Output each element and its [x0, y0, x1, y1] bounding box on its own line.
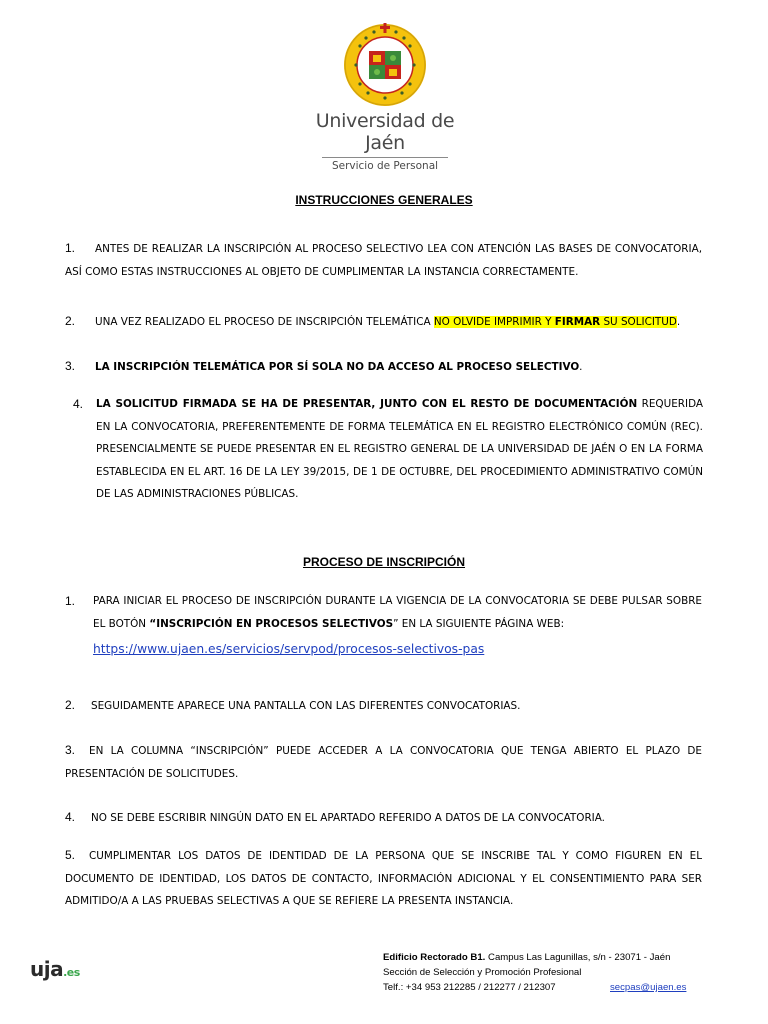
item-number: 1. — [65, 241, 76, 255]
item-number: 2. — [65, 698, 76, 712]
footer-email-link[interactable]: secpas@ujaen.es — [610, 982, 687, 993]
process-item-4 — [65, 806, 702, 830]
logo-suffix-text: .es — [63, 966, 80, 979]
item-number: 5. — [65, 848, 76, 862]
general-instructions-title: INSTRUCCIONES GENERALES — [295, 193, 473, 207]
item-bold-text: “INSCRIPCIÓN EN PROCESOS SELECTIVOS — [149, 617, 394, 630]
uja-es-logo — [30, 957, 80, 981]
footer-address-text: Campus Las Lagunillas, s/n - 23071 - Jaén — [485, 952, 671, 963]
item-text-end: ” EN LA SIGUIENTE PÁGINA WEB: — [393, 617, 565, 630]
header-divider — [322, 157, 448, 158]
general-item-2 — [65, 310, 702, 334]
highlight-bold: FIRMAR — [554, 316, 601, 328]
general-item-1 — [65, 237, 702, 283]
item-number: 4. — [73, 397, 84, 411]
highlight-text-1: NO OLVIDE IMPRIMIR Y — [433, 316, 555, 328]
procesos-selectivos-link[interactable]: https://www.ujaen.es/servicios/servpod/procesos-selectivos-pas — [93, 642, 485, 656]
item-number: 3. — [65, 743, 76, 757]
university-seal-icon — [342, 22, 428, 108]
item-text: EN LA COLUMNA “INSCRIPCIÓN” PUEDE ACCEDER A LA CONVOCATORIA QUE TENGA ABIERTO EL PLAZO DE PRESENTACIÓN DE SOLICITUDES. — [65, 745, 702, 780]
item-number: 1. — [65, 594, 76, 608]
university-logo — [300, 22, 470, 172]
item-bold-text: LA INSCRIPCIÓN TELEMÁTICA POR SÍ SOLA NO DA ACCESO AL PROCESO SELECTIVO — [95, 361, 580, 373]
footer-building: Edificio Rectorado B1. — [383, 952, 486, 963]
item-body — [96, 393, 703, 506]
item-text: CUMPLIMENTAR LOS DATOS DE IDENTIDAD DE LA PERSONA QUE SE INSCRIBE TAL Y COMO FIGUREN EN EL DOCUMENTO DE IDENTIDAD, LOS DATOS DE CONTACTO, INFORMACIÓN ADICIONAL Y EL CONSENTIMIENTO PARA SER ADMITIDO/A A LAS PRUEBAS SELECTIVAS A QUE SE REFIERE LA PRESENTA INSTANCIA. — [65, 850, 702, 907]
general-item-4 — [73, 393, 703, 506]
item-number: 3. — [65, 359, 76, 373]
process-title: PROCESO DE INSCRIPCIÓN — [302, 555, 466, 569]
university-name: Universidad de Jaén — [315, 110, 455, 154]
footer-section: Sección de Selección y Promoción Profesional — [383, 967, 582, 978]
process-item-3 — [65, 739, 702, 785]
highlight-text-2: SU SOLICITUD — [600, 316, 677, 328]
item-end: . — [676, 316, 681, 328]
process-item-2 — [65, 694, 702, 718]
footer-address — [383, 952, 670, 963]
item-bold-text: LA SOLICITUD FIRMADA SE HA DE PRESENTAR, JUNTO CON EL RESTO DE DOCUMENTACIÓN — [96, 398, 638, 410]
item-text: REQUERIDA EN LA CONVOCATORIA, PREFERENTEMENTE DE FORMA TELEMÁTICA EN EL REGISTRO ELECTRÓNICO COMÚN (REC). PRESENCIALMENTE SE PUEDE PRESENTAR EN EL REGISTRO GENERAL DE LA UNIVERSIDAD DE JAÉN O EN LA FORMA ESTABLECIDA EN EL ART. 16 DE LA LEY 39/2015, DE 1 DE OCTUBRE, DEL PROCEDIMIENTO ADMINISTRATIVO COMÚN DE LAS ADMINISTRACIONES PÚBLICAS. — [96, 398, 703, 500]
process-item-1 — [65, 590, 702, 635]
item-text: PARA INICIAR EL PROCESO DE INSCRIPCIÓN DURANTE LA VIGENCIA DE LA CONVOCATORIA SE DEBE PULSAR SOBRE EL BOTÓN — [93, 595, 702, 630]
item-text: UNA VEZ REALIZADO EL PROCESO DE INSCRIPCIÓN TELEMÁTICA — [95, 316, 434, 328]
item-text: NO SE DEBE ESCRIBIR NINGÚN DATO EN EL APARTADO REFERIDO A DATOS DE LA CONVOCATORIA. — [91, 812, 605, 824]
item-text: SEGUIDAMENTE APARECE UNA PANTALLA CON LAS DIFERENTES CONVOCATORIAS. — [91, 700, 521, 712]
footer-phone: Telf.: +34 953 212285 / 212277 / 212307 — [383, 982, 556, 993]
logo-main-text: uja — [30, 957, 64, 981]
item-number: 2. — [65, 314, 76, 328]
item-number: 4. — [65, 810, 76, 824]
item-end: . — [579, 361, 583, 373]
item-body — [93, 590, 702, 635]
highlighted-warning — [434, 316, 677, 328]
department-name: Servicio de Personal — [331, 160, 439, 172]
item-text: ANTES DE REALIZAR LA INSCRIPCIÓN AL PROCESO SELECTIVO LEA CON ATENCIÓN LAS BASES DE CONVOCATORIA, ASÍ COMO ESTAS INSTRUCCIONES AL OBJETO DE CUMPLIMENTAR LA INSTANCIA CORRECTAMENTE. — [65, 243, 702, 278]
process-item-5 — [65, 844, 702, 913]
general-item-3 — [65, 355, 702, 379]
